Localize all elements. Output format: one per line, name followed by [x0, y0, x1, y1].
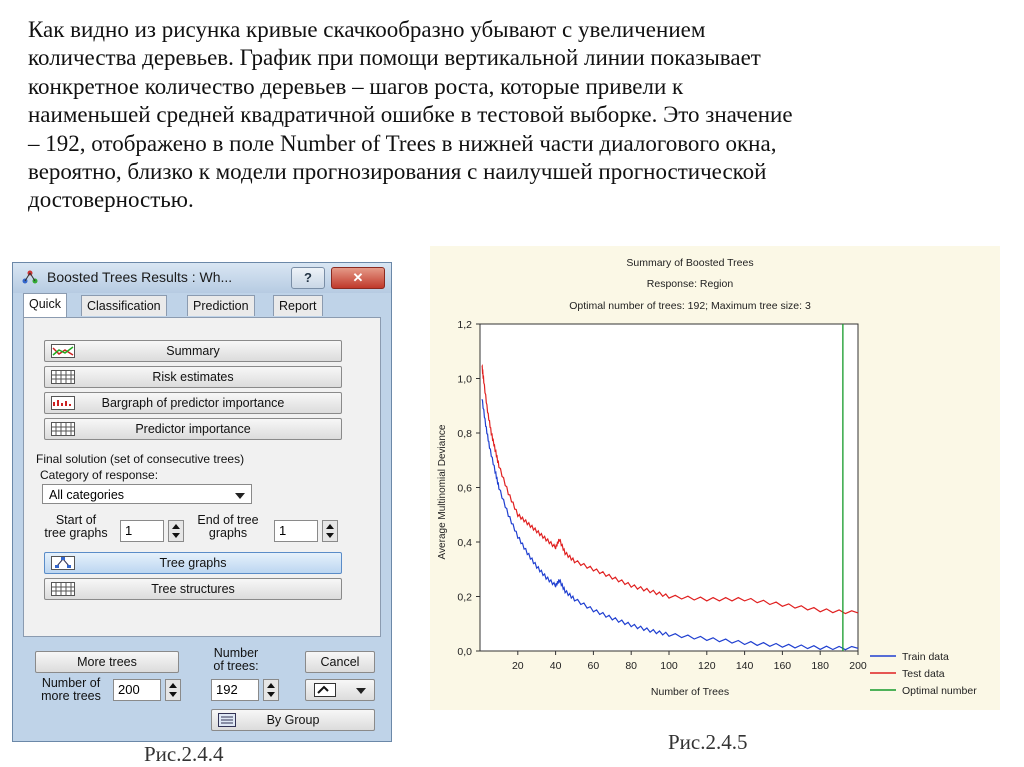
chart-subtitle-response: Response: Region	[646, 278, 734, 290]
by-group-button[interactable]	[211, 709, 375, 731]
x-tick-label: 120	[698, 660, 716, 672]
help-button[interactable]: ?	[291, 267, 325, 289]
y-tick-label: 1,2	[457, 319, 472, 331]
x-tick-label: 20	[511, 660, 524, 672]
boosted-trees-dialog	[12, 262, 392, 742]
legend-label: Optimal number	[902, 685, 977, 697]
x-tick-label: 40	[549, 660, 562, 672]
x-tick-label: 160	[773, 660, 792, 672]
tree-app-icon	[21, 270, 39, 286]
x-tick-label: 180	[811, 660, 829, 672]
y-tick-label: 0,6	[457, 482, 472, 495]
y-axis-label: Average Multinomial Deviance	[437, 424, 448, 560]
number-of-trees-label: Number of trees:	[213, 646, 259, 673]
plot-area	[480, 324, 858, 651]
chevron-down-icon	[235, 493, 245, 499]
y-tick-label: 1,0	[457, 373, 472, 386]
final-solution-label: Final solution (set of consecutive trees)	[36, 452, 245, 466]
x-tick-label: 200	[849, 660, 867, 672]
tab-classification[interactable]: Classification	[81, 295, 167, 316]
risk-estimates-button[interactable]	[44, 366, 342, 388]
more-trees-label: More trees	[77, 655, 137, 669]
number-of-trees-input[interactable]: 192	[211, 679, 259, 701]
category-select-value: All categories	[49, 488, 125, 502]
chart-subtitle-optimal: Optimal number of trees: 192; Maximum tree size: 3	[569, 300, 811, 312]
x-tick-label: 60	[587, 660, 600, 672]
summary-button-label: Summary	[166, 344, 220, 358]
tree-structures-label: Tree structures	[151, 582, 235, 596]
paragraph-line: Как видно из рисунка кривые скачкообразно убывают с увеличением	[28, 17, 706, 42]
more-trees-button[interactable]	[35, 651, 179, 673]
end-tree-graphs-label: End of tree graphs	[197, 513, 259, 540]
y-tick-label: 0,0	[457, 646, 472, 658]
category-select[interactable]	[42, 484, 252, 504]
chevron-down-icon	[356, 688, 366, 694]
close-button[interactable]: ✕	[331, 267, 385, 289]
legend-label: Test data	[902, 668, 945, 680]
end-tree-graphs-input[interactable]: 1	[274, 520, 318, 542]
paragraph-line: количества деревьев. График при помощи вертикальной линии показывает	[28, 45, 761, 71]
number-more-trees-label: Number of more trees	[41, 676, 101, 703]
y-tick-label: 0,4	[457, 537, 472, 549]
options-dropdown-button[interactable]	[305, 679, 375, 701]
risk-estimates-label: Risk estimates	[152, 370, 234, 384]
y-tick-label: 0,2	[457, 591, 472, 604]
tab-prediction[interactable]: Prediction	[187, 295, 255, 316]
y-tick-label: 0,8	[457, 428, 472, 440]
predictor-importance-button[interactable]	[44, 418, 342, 440]
by-group-label: By Group	[266, 713, 320, 727]
paragraph-line: вероятно, близко к модели прогнозирования с наилучшей прогностической	[28, 159, 767, 185]
boosted-trees-chart	[430, 246, 1000, 710]
paragraph-line: достоверностью.	[28, 187, 194, 213]
dialog-title: Boosted Trees Results : Wh...	[47, 269, 233, 285]
quick-tab-panel	[23, 317, 381, 637]
start-tree-graphs-stepper[interactable]	[168, 520, 184, 542]
tab-quick[interactable]: Quick	[23, 293, 67, 317]
more-trees-stepper[interactable]	[165, 679, 181, 701]
dialog-titlebar[interactable]	[13, 263, 391, 293]
explanation-paragraph	[28, 16, 990, 215]
figure-caption-right: Рис.2.4.5	[668, 730, 748, 754]
chart-svg	[430, 246, 1000, 710]
tree-graphs-label: Tree graphs	[159, 556, 227, 570]
summary-button[interactable]	[44, 340, 342, 362]
start-tree-graphs-label: Start of tree graphs	[44, 513, 108, 540]
options-icon	[314, 683, 336, 697]
more-trees-input[interactable]: 200	[113, 679, 161, 701]
category-label: Category of response:	[40, 468, 159, 482]
bargraph-importance-label: Bargraph of predictor importance	[101, 396, 285, 410]
paragraph-line: – 192, отображено в поле Number of Trees в нижней части диалогового окна,	[28, 130, 777, 156]
paragraph-line: наименьшей средней квадратичной ошибке в тестовой выборке. Это значение	[28, 102, 793, 128]
cancel-button[interactable]	[305, 651, 375, 673]
x-tick-label: 80	[625, 660, 638, 672]
cancel-label: Cancel	[320, 655, 360, 669]
x-axis-label: Number of Trees	[650, 686, 730, 698]
tree-structures-button[interactable]	[44, 578, 342, 600]
paragraph-line: конкретное количество деревьев – шагов роста, которые привели к	[28, 73, 684, 99]
x-tick-label: 140	[735, 660, 754, 672]
tree-graphs-button[interactable]	[44, 552, 342, 574]
x-tick-label: 100	[660, 660, 678, 672]
chart-title: Summary of Boosted Trees	[626, 257, 754, 269]
end-tree-graphs-stepper[interactable]	[322, 520, 338, 542]
tab-report[interactable]: Report	[273, 295, 323, 316]
number-of-trees-stepper[interactable]	[263, 679, 279, 701]
predictor-importance-label: Predictor importance	[135, 422, 251, 436]
legend-label: Train data	[902, 651, 949, 663]
figure-caption-left: Рис.2.4.4	[144, 742, 224, 766]
start-tree-graphs-input[interactable]: 1	[120, 520, 164, 542]
bargraph-importance-button[interactable]	[44, 392, 342, 414]
